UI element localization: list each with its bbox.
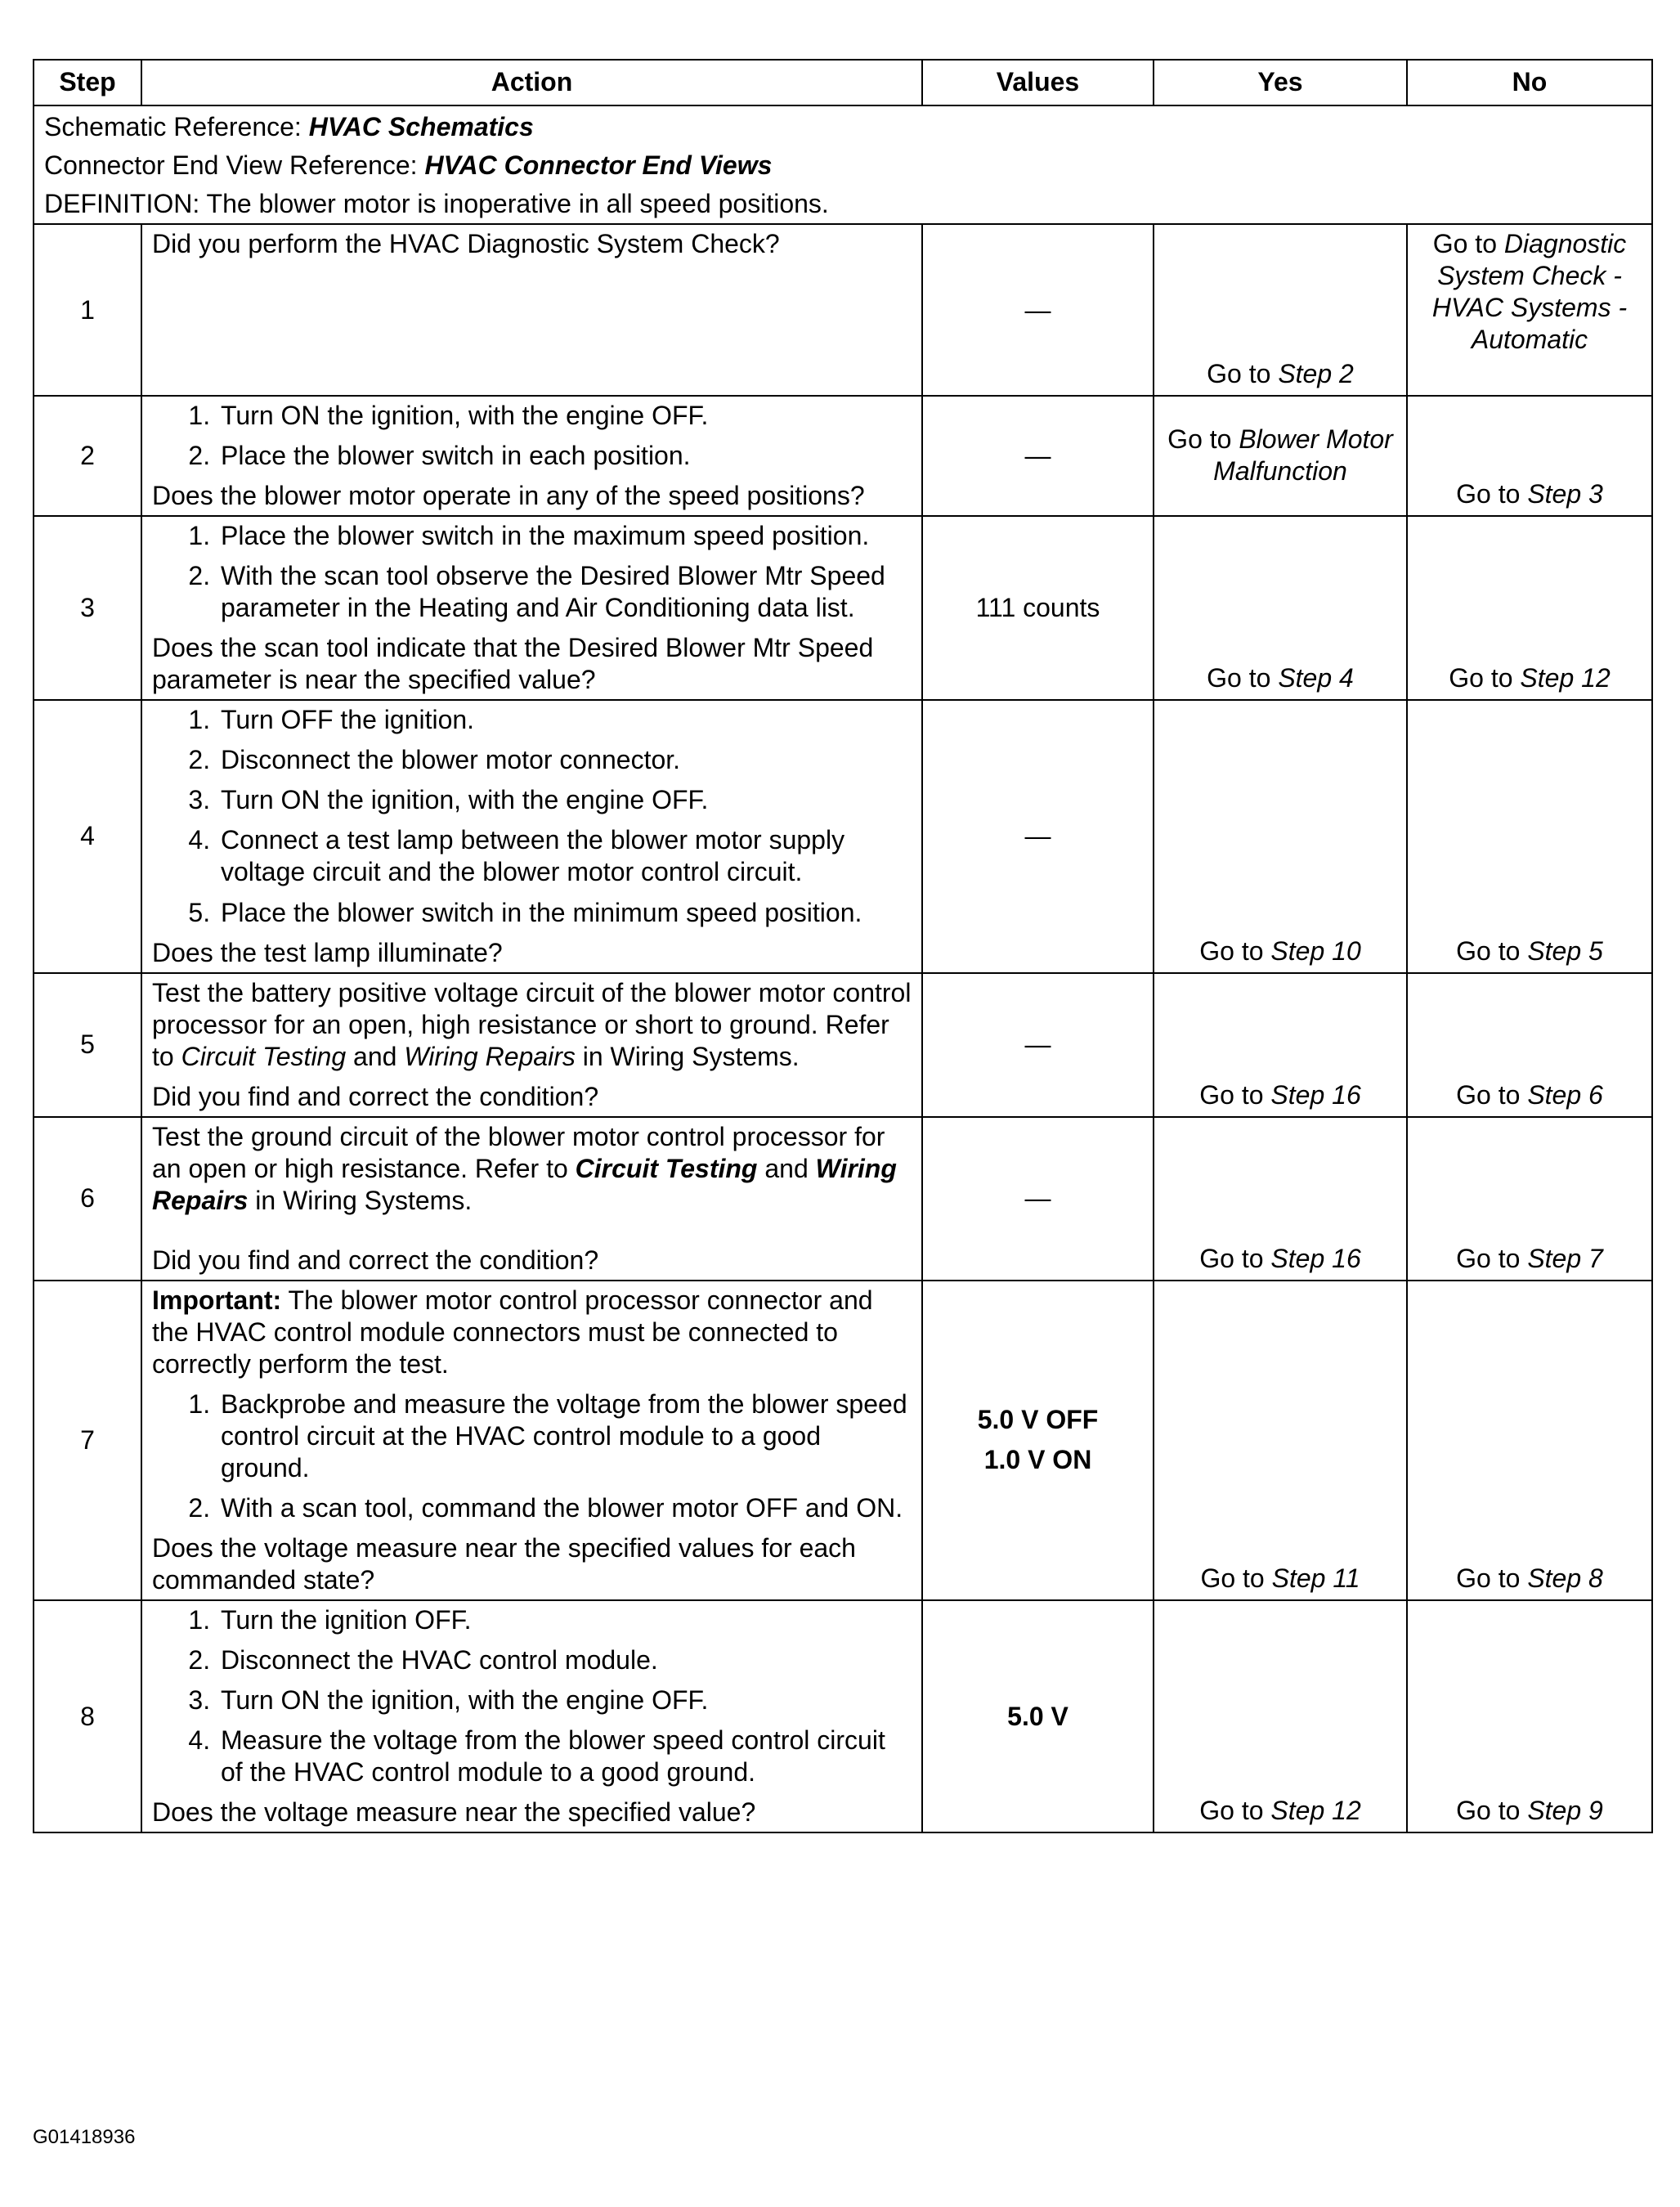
instruction-text: in Wiring Systems. xyxy=(575,1041,800,1071)
step-value: 5.0 V xyxy=(922,1600,1154,1832)
step-value: — xyxy=(922,224,1154,396)
reference-cell xyxy=(34,105,1652,224)
circuit-testing-link[interactable]: Circuit Testing xyxy=(181,1041,347,1071)
no-target-link[interactable]: Step 3 xyxy=(1527,479,1603,509)
step-action xyxy=(141,1117,922,1281)
no-prefix: Go to xyxy=(1456,1079,1528,1110)
yes-prefix: Go to xyxy=(1207,663,1279,693)
step-row-1 xyxy=(34,224,1652,396)
no-target-link[interactable]: Step 5 xyxy=(1527,935,1603,966)
no-action[interactable] xyxy=(1407,516,1652,700)
step-instruction xyxy=(152,1121,912,1217)
step-row-7 xyxy=(34,1281,1652,1600)
step-value: — xyxy=(922,1117,1154,1281)
yes-action[interactable] xyxy=(1154,396,1407,516)
procedure-item: 1. Turn OFF the ignition. xyxy=(217,704,912,736)
step-number: 6 xyxy=(34,1117,141,1281)
procedure-item: 4. Measure the voltage from the blower speed control circuit of the HVAC control module to a good ground. xyxy=(217,1725,912,1788)
yes-action[interactable] xyxy=(1154,973,1407,1117)
value-on: 1.0 V ON xyxy=(983,1445,1092,1475)
procedure-list xyxy=(152,520,912,624)
step-number: 2 xyxy=(34,396,141,516)
procedure-item: 5. Place the blower switch in the minimum speed position. xyxy=(217,897,912,929)
no-prefix: Go to xyxy=(1456,935,1528,966)
yes-target-link[interactable]: Step 12 xyxy=(1270,1796,1361,1826)
procedure-item: 2. Place the blower switch in each position. xyxy=(217,440,912,472)
schematic-reference-link[interactable]: HVAC Schematics xyxy=(308,112,534,141)
procedure-item: 3. Turn ON the ignition, with the engine OFF. xyxy=(217,1684,912,1716)
no-prefix: Go to xyxy=(1456,1796,1528,1826)
step-row-4 xyxy=(34,700,1652,972)
yes-prefix: Go to xyxy=(1199,1079,1271,1110)
schematic-reference xyxy=(44,111,1642,143)
step-question: Does the voltage measure near the specified values for each commanded state? xyxy=(152,1533,856,1595)
wiring-repairs-link[interactable]: Wiring Repairs xyxy=(404,1041,576,1071)
yes-action[interactable] xyxy=(1154,1117,1407,1281)
step-action xyxy=(141,973,922,1117)
no-action[interactable] xyxy=(1407,700,1652,972)
yes-target-link[interactable]: Step 16 xyxy=(1270,1243,1361,1273)
step-number: 4 xyxy=(34,700,141,972)
procedure-item: 2. With the scan tool observe the Desired Blower Mtr Speed parameter in the Heating and Air Conditioning data list. xyxy=(217,560,912,624)
step-action xyxy=(141,1600,922,1832)
step-row-6 xyxy=(34,1117,1652,1281)
no-prefix: Go to xyxy=(1456,1243,1528,1273)
step-number: 7 xyxy=(34,1281,141,1600)
yes-target-link[interactable]: Blower Motor Malfunction xyxy=(1213,424,1393,486)
schematic-reference-label: Schematic Reference: xyxy=(44,112,309,141)
no-target-link[interactable]: Diagnostic System Check - HVAC Systems - Automatic xyxy=(1431,229,1628,355)
step-number: 8 xyxy=(34,1600,141,1832)
header-step: Step xyxy=(34,60,141,105)
step-value: — xyxy=(922,396,1154,516)
connector-reference xyxy=(44,150,1642,182)
no-target-link[interactable]: Step 12 xyxy=(1520,663,1611,693)
step-question: Did you perform the HVAC Diagnostic System Check? xyxy=(152,229,780,259)
instruction-text: in Wiring Systems. xyxy=(248,1185,473,1215)
yes-prefix: Go to xyxy=(1167,424,1239,454)
procedure-item: 2. With a scan tool, command the blower motor OFF and ON. xyxy=(217,1492,912,1524)
procedure-item: 4. Connect a test lamp between the blower motor supply voltage circuit and the blower motor control circuit. xyxy=(217,824,912,888)
yes-target-link[interactable]: Step 4 xyxy=(1278,663,1354,693)
definition-text: The blower motor is inoperative in all speed positions. xyxy=(206,189,829,219)
procedure-item: 1. Place the blower switch in the maximum speed position. xyxy=(217,520,912,552)
yes-action[interactable] xyxy=(1154,1281,1407,1600)
step-action xyxy=(141,700,922,972)
header-yes: Yes xyxy=(1154,60,1407,105)
step-question: Did you find and correct the condition? xyxy=(152,1245,599,1275)
header-values: Values xyxy=(922,60,1154,105)
procedure-list xyxy=(152,704,912,928)
procedure-list xyxy=(152,1388,912,1524)
diagnostic-table xyxy=(33,59,1653,1833)
yes-action[interactable] xyxy=(1154,516,1407,700)
yes-target-link[interactable]: Step 2 xyxy=(1278,359,1354,389)
step-action xyxy=(141,516,922,700)
definition xyxy=(44,188,1642,220)
no-prefix: Go to xyxy=(1432,229,1504,259)
procedure-item: 3. Turn ON the ignition, with the engine OFF. xyxy=(217,784,912,816)
procedure-item: 1. Turn ON the ignition, with the engine OFF. xyxy=(217,400,912,432)
step-row-5 xyxy=(34,973,1652,1117)
step-question: Does the test lamp illuminate? xyxy=(152,937,503,967)
important-text: The blower motor control processor connector and the HVAC control module connectors must be connected to correctly perform the test. xyxy=(152,1285,873,1379)
header-row xyxy=(34,60,1652,105)
no-action[interactable] xyxy=(1407,224,1652,396)
step-action xyxy=(141,1281,922,1600)
step-row-8 xyxy=(34,1600,1652,1832)
step-question: Does the voltage measure near the specified value? xyxy=(152,1797,756,1828)
yes-prefix: Go to xyxy=(1207,359,1279,389)
step-row-3 xyxy=(34,516,1652,700)
no-prefix: Go to xyxy=(1456,1563,1528,1594)
step-instruction xyxy=(152,977,912,1073)
step-question: Does the blower motor operate in any of the speed positions? xyxy=(152,481,865,511)
yes-action[interactable] xyxy=(1154,224,1407,396)
yes-prefix: Go to xyxy=(1199,1796,1271,1826)
important-label: Important: xyxy=(152,1285,282,1315)
instruction-text: and xyxy=(757,1153,816,1183)
procedure-list xyxy=(152,400,912,472)
yes-target-link[interactable]: Step 16 xyxy=(1270,1079,1361,1110)
step-value: — xyxy=(922,973,1154,1117)
value-off: 5.0 V OFF xyxy=(977,1405,1099,1435)
step-row-2 xyxy=(34,396,1652,516)
step-number: 5 xyxy=(34,973,141,1117)
circuit-testing-link[interactable]: Circuit Testing xyxy=(575,1153,758,1183)
no-action[interactable] xyxy=(1407,1600,1652,1832)
step-action xyxy=(141,396,922,516)
no-target-link[interactable]: Step 6 xyxy=(1527,1079,1603,1110)
yes-action[interactable] xyxy=(1154,1600,1407,1832)
procedure-item: 1. Backprobe and measure the voltage from the blower speed control circuit at the HVAC control module to a good ground. xyxy=(217,1388,912,1484)
header-action: Action xyxy=(141,60,922,105)
no-action[interactable] xyxy=(1407,973,1652,1117)
no-action[interactable] xyxy=(1407,396,1652,516)
instruction-text: and xyxy=(346,1041,405,1071)
yes-action[interactable] xyxy=(1154,700,1407,972)
step-number: 1 xyxy=(34,224,141,396)
step-question: Did you find and correct the condition? xyxy=(152,1081,599,1111)
header-no: No xyxy=(1407,60,1652,105)
connector-reference-label: Connector End View Reference: xyxy=(44,150,425,181)
reference-row xyxy=(34,105,1652,224)
step-number: 3 xyxy=(34,516,141,700)
no-target-link[interactable]: Step 9 xyxy=(1527,1796,1603,1826)
no-action[interactable] xyxy=(1407,1117,1652,1281)
instruction-text: Test the ground circuit of the blower motor control processor for an open or high resistance. Refer to xyxy=(152,1121,885,1183)
no-target-link[interactable]: Step 7 xyxy=(1527,1243,1603,1273)
step-value xyxy=(922,1281,1154,1600)
procedure-list xyxy=(152,1604,912,1788)
no-target-link[interactable]: Step 8 xyxy=(1527,1563,1603,1594)
wiring-repairs-link[interactable]: Wiring Repairs xyxy=(152,1153,897,1215)
step-value: — xyxy=(922,700,1154,972)
figure-id: G01418936 xyxy=(33,2126,136,2148)
step-value: 111 counts xyxy=(922,516,1154,700)
connector-reference-link[interactable]: HVAC Connector End Views xyxy=(424,150,773,181)
yes-prefix: Go to xyxy=(1200,1563,1272,1594)
no-prefix: Go to xyxy=(1449,663,1521,693)
yes-prefix: Go to xyxy=(1199,935,1271,966)
no-action[interactable] xyxy=(1407,1281,1652,1600)
instruction-text: Test the battery positive voltage circuit of the blower motor control processor for an open, high resistance or short to ground. Refer to xyxy=(152,977,912,1071)
yes-target-link[interactable]: Step 11 xyxy=(1271,1563,1360,1594)
procedure-item: 1. Turn the ignition OFF. xyxy=(217,1604,912,1636)
yes-prefix: Go to xyxy=(1199,1243,1271,1273)
yes-target-link[interactable]: Step 10 xyxy=(1270,935,1361,966)
step-action xyxy=(141,224,922,396)
procedure-item: 2. Disconnect the HVAC control module. xyxy=(217,1644,912,1676)
step-question: Does the scan tool indicate that the Desired Blower Mtr Speed parameter is near the specified value? xyxy=(152,633,874,695)
definition-label: DEFINITION: xyxy=(44,189,207,219)
procedure-item: 2. Disconnect the blower motor connector. xyxy=(217,744,912,776)
important-note xyxy=(152,1285,912,1380)
no-prefix: Go to xyxy=(1456,479,1528,509)
